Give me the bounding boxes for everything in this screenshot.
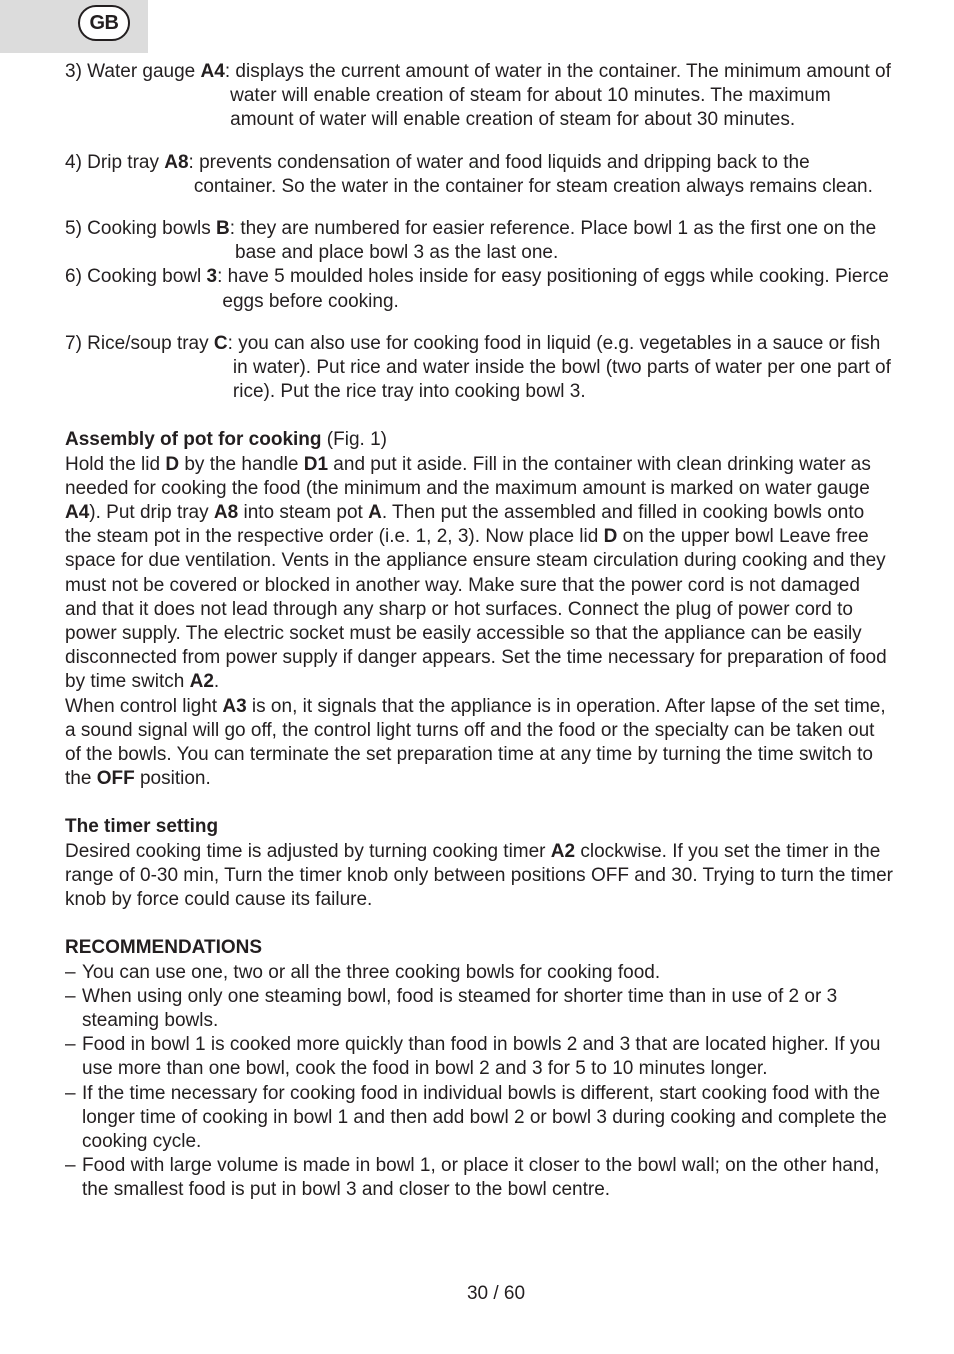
recommendations-heading: RECOMMENDATIONS	[65, 937, 263, 959]
item-text: they are numbered for easier reference. Place bowl 1 as the first one on the base and place bowl 3 as the last one.	[235, 218, 882, 264]
list-item-drip-tray	[65, 151, 895, 199]
language-badge: GB	[78, 5, 130, 41]
item-label: 3) Water gauge A4:	[65, 61, 231, 82]
list-item-water-gauge	[65, 60, 895, 133]
recommendations-list	[65, 961, 895, 1203]
item-text: prevents condensation of water and food liquids and dripping back to the container. So the water in the container for steam creation always remains clean.	[193, 151, 873, 197]
page-number: 30 / 60	[466, 1283, 526, 1304]
list-item-cooking-bowl-3	[65, 265, 895, 313]
assembly-paragraph: Hold the lid D by the handle D1 and put it aside. Fill in the container with clean drinking water as needed for cooking the food (the minimum and the maximum amount is marked on water gauge A4). Put drip tray A8 into steam pot A. Then put the assembled and filled in cooking bowls onto the steam pot in the respective order (i.e. 1, 2, 3). Now place lid D on the upper bowl Leave free space for due ventilation. Vents in the appliance ensure steam circulation during cooking and they must not be covered or blocked in another way. Make sure that the power cord is not damaged and that it does not lead through any sharp or hot surfaces. Connect the plug of power cord to power supply. The electric socket must be easily accessible so that the appliance can be easily disconnected from power supply if danger appears. Set the time necessary for preparation of food by time switch A2.	[65, 453, 892, 693]
page-content	[65, 60, 899, 1203]
item-label: 6) Cooking bowl 3:	[65, 266, 223, 288]
language-tab	[0, 0, 148, 53]
item-label: 5) Cooking bowls B:	[65, 218, 236, 240]
list-item: – When using only one steaming bowl, food is steamed for shorter time than in use of 2 or 3 steaming bowls.	[65, 985, 838, 1031]
list-item: – Food with large volume is made in bowl 1, or place it closer to the bowl wall; on the other hand, the smallest food is put in bowl 3 and closer to the bowl centre.	[65, 1155, 880, 1201]
item-text: displays the current amount of water in the container. The minimum amount of water will enable creation of steam for about 10 minutes. The maximum amount of water will enable creation of steam for about 30 minutes.	[230, 61, 897, 131]
list-item: – If the time necessary for cooking food in individual bowls is different, start cooking food with the longer time of cooking in bowl 1 and then add bowl 2 or bowl 3 during cooking and complete the cooking cycle.	[65, 1082, 887, 1152]
assembly-paragraph-control-light: When control light A3 is on, it signals that the appliance is in operation. After lapse of the set time, a sound signal will go off, the control light turns off and the food or the specialty can be taken out of the bowls. You can terminate the set preparation time at any time by turning the time switch to the OFF position.	[65, 695, 891, 790]
assembly-heading: Assembly of pot for cooking (Fig. 1)	[65, 429, 387, 451]
item-text: have 5 moulded holes inside for easy positioning of eggs while cooking. Pierce eggs before cooking.	[222, 266, 895, 312]
list-item-cooking-bowls	[65, 217, 895, 265]
item-text: you can also use for cooking food in liquid (e.g. vegetables in a sauce or fish in water). Put rice and water inside the bowl (two parts of water per one part of rice). Put the rice tray into cooking bowl 3.	[232, 332, 897, 403]
timer-paragraph: Desired cooking time is adjusted by turning cooking timer A2 clockwise. If you set the timer in the range of 0-30 min, Turn the timer knob only between positions OFF and 30. Trying to turn the timer knob by force could cause its failure.	[65, 840, 899, 911]
list-item: – You can use one, two or all the three cooking bowls for cooking food.	[65, 961, 661, 983]
item-label: 7) Rice/soup tray C:	[65, 332, 233, 354]
list-item-rice-soup-tray	[65, 332, 895, 405]
timer-heading: The timer setting	[65, 816, 219, 838]
item-label: 4) Drip tray A8:	[65, 151, 194, 173]
list-item: – Food in bowl 1 is cooked more quickly than food in bowls 2 and 3 that are located higher. If you use more than one bowl, cook the food in bowl 2 and 3 for 5 to 10 minutes longer.	[65, 1034, 881, 1080]
